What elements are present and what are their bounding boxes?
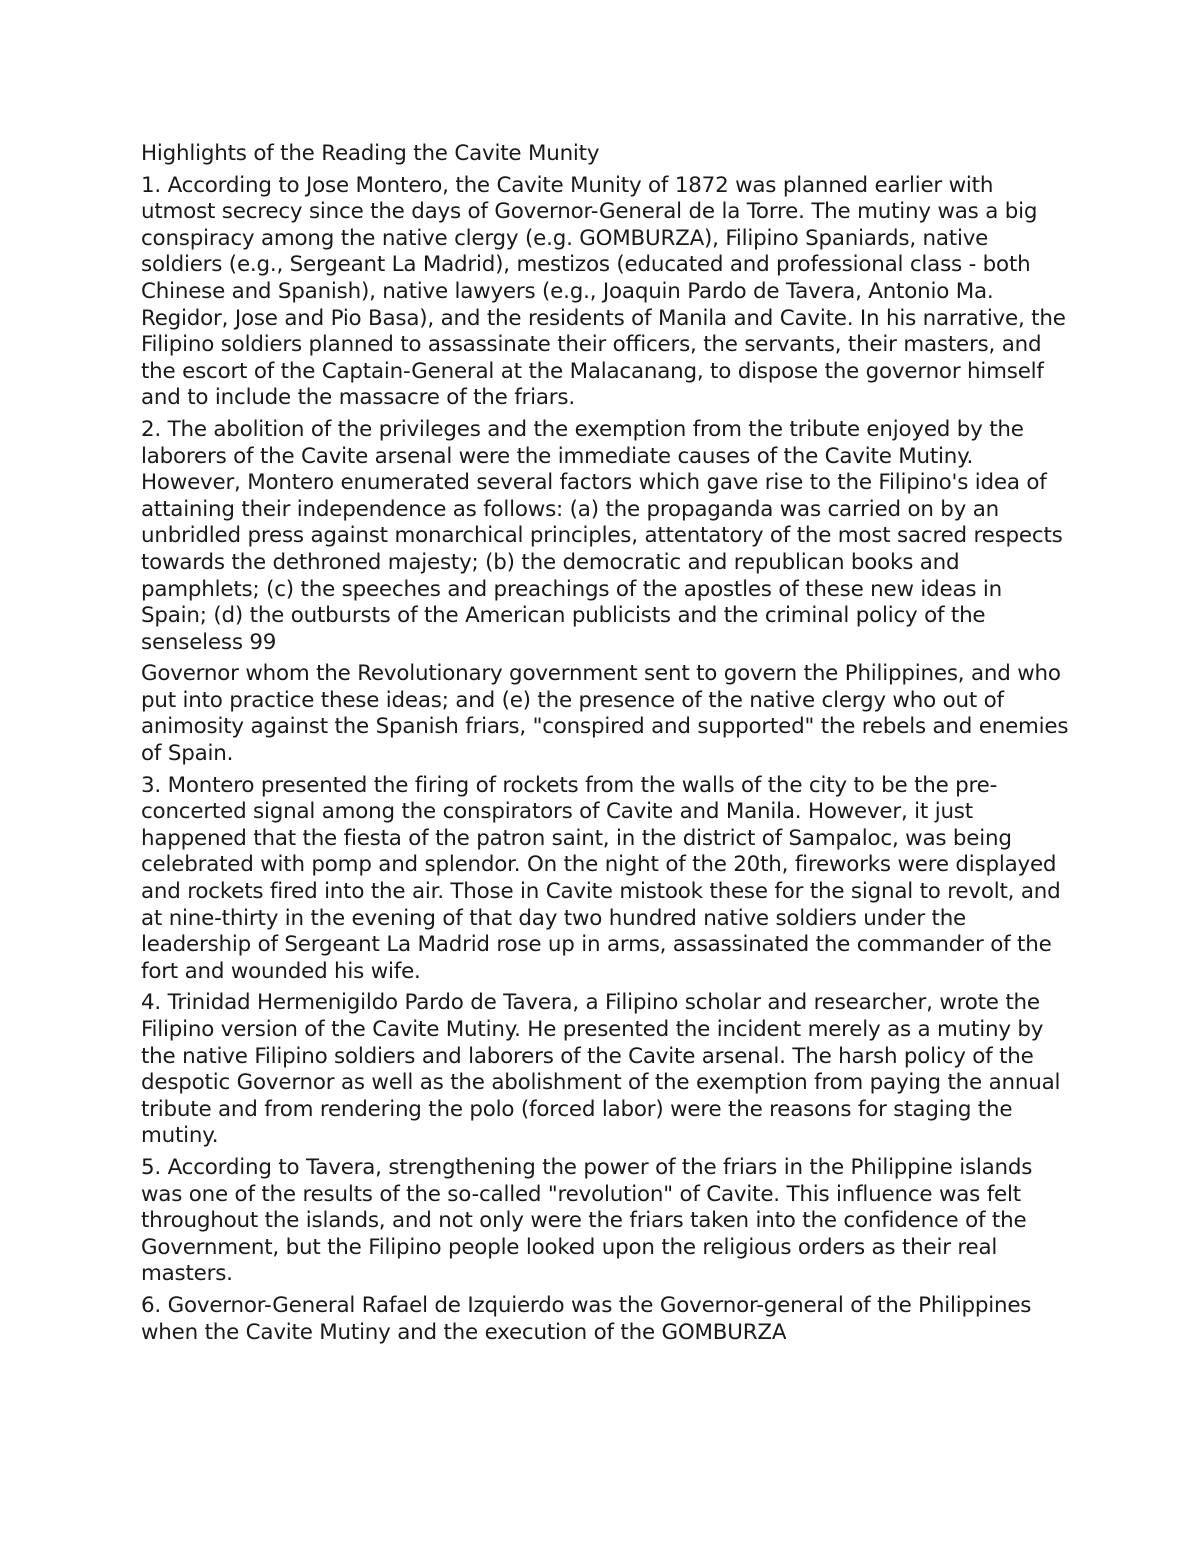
paragraph-1: 1. According to Jose Montero, the Cavite Munity of 1872 was planned earlier with utmost secrecy since the days of Governor-General de la Torre. The mutiny was a big conspiracy among the native clergy (e.g. GOMBURZA), Filipino Spaniards, native soldiers (e.g., Sergeant La Madrid), mestizos (educated and professional class - both Chinese and Spanish), native lawyers (e.g., Joaquin Pardo de Tavera, Antonio Ma. Regidor, Jose and Pio Basa), and the residents of Manila and Cavite. In his narrative, the Filipino soldiers planned to assassinate their officers, the servants, their masters, and the escort of the Captain-General at the Malacanang, to dispose the governor himself and to include the massacre of the friars. [141, 172, 1066, 411]
document-title: Highlights of the Reading the Cavite Munity [141, 141, 600, 166]
paragraph-3: 3. Montero presented the firing of rockets from the walls of the city to be the pre- concerted signal among the conspirators of Cavite and Manila. However, it just happened that the fiesta of the patron saint, in the district of Sampaloc, was being celebrated with pomp and splendor. On the night of the 20th, fireworks were displayed and rockets fired into the air. Those in Cavite mistook these for the signal to revolt, and at nine-thirty in the evening of that day two hundred native soldiers under the leadership of Sergeant La Madrid rose up in arms, assassinated the commander of the fort and wounded his wife. [141, 772, 1061, 984]
document-body [141, 141, 1071, 1351]
paragraph-5: 5. According to Tavera, strengthening the power of the friars in the Philippine islands was one of the results of the so-called "revolution" of Cavite. This influence was felt throughout the islands, and not only were the friars taken into the confidence of the Government, but the Filipino people looked upon the religious orders as their real masters. [141, 1154, 1033, 1287]
paragraph-4: 4. Trinidad Hermenigildo Pardo de Tavera, a Filipino scholar and researcher, wrote the Filipino version of the Cavite Mutiny. He presented the incident merely as a mutiny by the native Filipino soldiers and laborers of the Cavite arsenal. The harsh policy of the despotic Governor as well as the abolishment of the exemption from paying the annual tribute and from rendering the polo (forced labor) were the reasons for staging the mutiny. [141, 990, 1061, 1149]
paragraph-2: 2. The abolition of the privileges and the exemption from the tribute enjoyed by the laborers of the Cavite arsenal were the immediate causes of the Cavite Mutiny. However, Montero enumerated several factors which gave rise to the Filipino's idea of attaining their independence as follows: (a) the propaganda was carried on by an unbridled press against monarchical principles, attentatory of the most sacred respects towards the dethroned majesty; (b) the democratic and republican books and pamphlets; (c) the speeches and preachings of the apostles of these new ideas in Spain; (d) the outbursts of the American publicists and the criminal policy of the senseless 99 [141, 416, 1063, 655]
paragraph-2-continued: Governor whom the Revolutionary government sent to govern the Philippines, and who put into practice these ideas; and (e) the presence of the native clergy who out of animosity against the Spanish friars, "conspired and supported" the rebels and enemies of Spain. [141, 661, 1069, 767]
paragraph-6: 6. Governor-General Rafael de Izquierdo was the Governor-general of the Philippines when the Cavite Mutiny and the execution of the GOMBURZA [141, 1292, 1032, 1345]
